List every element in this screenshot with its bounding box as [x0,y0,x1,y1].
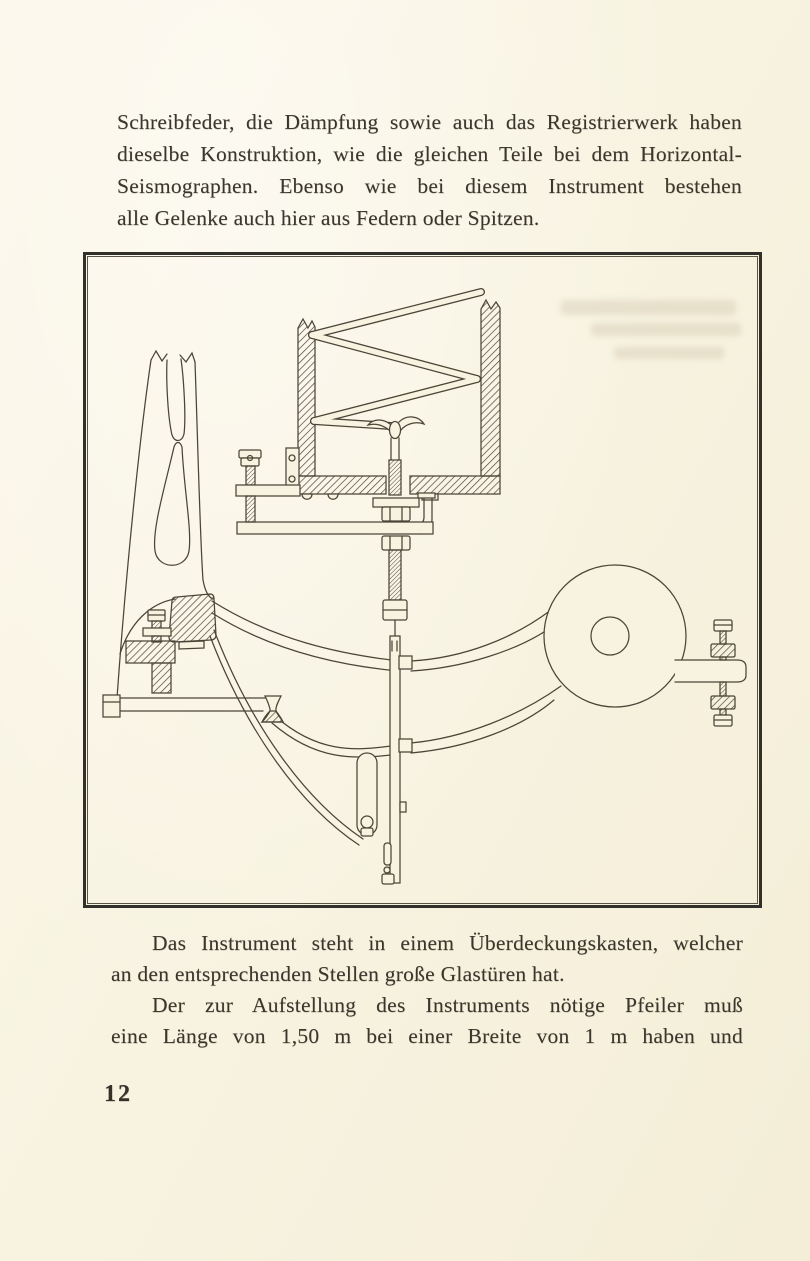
long-lever-bar [237,522,433,534]
cup-left-wall [298,319,315,476]
upper-adjustment-screw [711,620,735,660]
text-line: eine Länge von 1,50 m bei einer Breite von 1 m haben und [111,1024,743,1048]
cup-bottom-left [298,476,386,494]
knurled-nut [711,644,735,657]
text-line: an den entsprechenden Stellen große Glastüren hat. [111,962,565,986]
tension-rod-assembly [237,438,435,636]
clamp-plate [373,498,419,507]
hinge-bracket-horizontal [126,641,175,663]
knurled-nut [711,696,735,709]
paragraph-top [117,106,742,234]
column-teardrop-cutout [155,443,190,566]
mass-disk [544,565,686,707]
text-line: Seismographen. Ebenso wie bei diesem Instrument bestehen [117,174,742,198]
paragraph-bottom [111,928,743,1052]
threaded-section [389,460,401,495]
recording-arm [382,636,412,884]
lower-adjustment-screw [711,682,735,726]
hinge-block [169,594,216,642]
text-line: Schreibfeder, die Dämpfung sowie auch das Registrierwerk haben [117,110,742,134]
clamp-arm-plate [236,485,300,496]
text-line: Das Instrument steht in einem Überdeckungskasten, welcher [152,931,743,955]
text-line: alle Gelenke auch hier aus Federn oder Spitzen. [117,206,540,230]
suspension-spring [312,292,481,426]
threaded-rod [389,550,401,600]
hex-nut [382,507,410,521]
text-line: dieselbe Konstruktion, wie die gleichen Teile bei dem Horizontal- [117,142,742,166]
cup-right-wall [481,300,500,476]
hinge-bracket-vertical [152,663,171,693]
column-slot-cutout [167,359,185,441]
hex-nut [382,536,410,550]
page-number: 12 [104,1081,132,1107]
seismograph-drawing [82,251,762,907]
mass-tab [675,660,746,682]
cup-bottom-right [410,476,500,494]
pendulum-linkage-curves [210,601,561,845]
text-line: Der zur Aufstellung des Instruments nötige Pfeiler muß [152,993,743,1017]
inertial-mass [544,565,746,707]
figure-frame [83,252,762,908]
thumbscrew-head [239,450,261,458]
arm-link-tab-lower [399,739,412,752]
arm-link-tab-upper [399,656,412,669]
hinge-assembly [126,594,216,693]
damper-capsule [357,753,377,836]
pen-tip [382,874,394,884]
